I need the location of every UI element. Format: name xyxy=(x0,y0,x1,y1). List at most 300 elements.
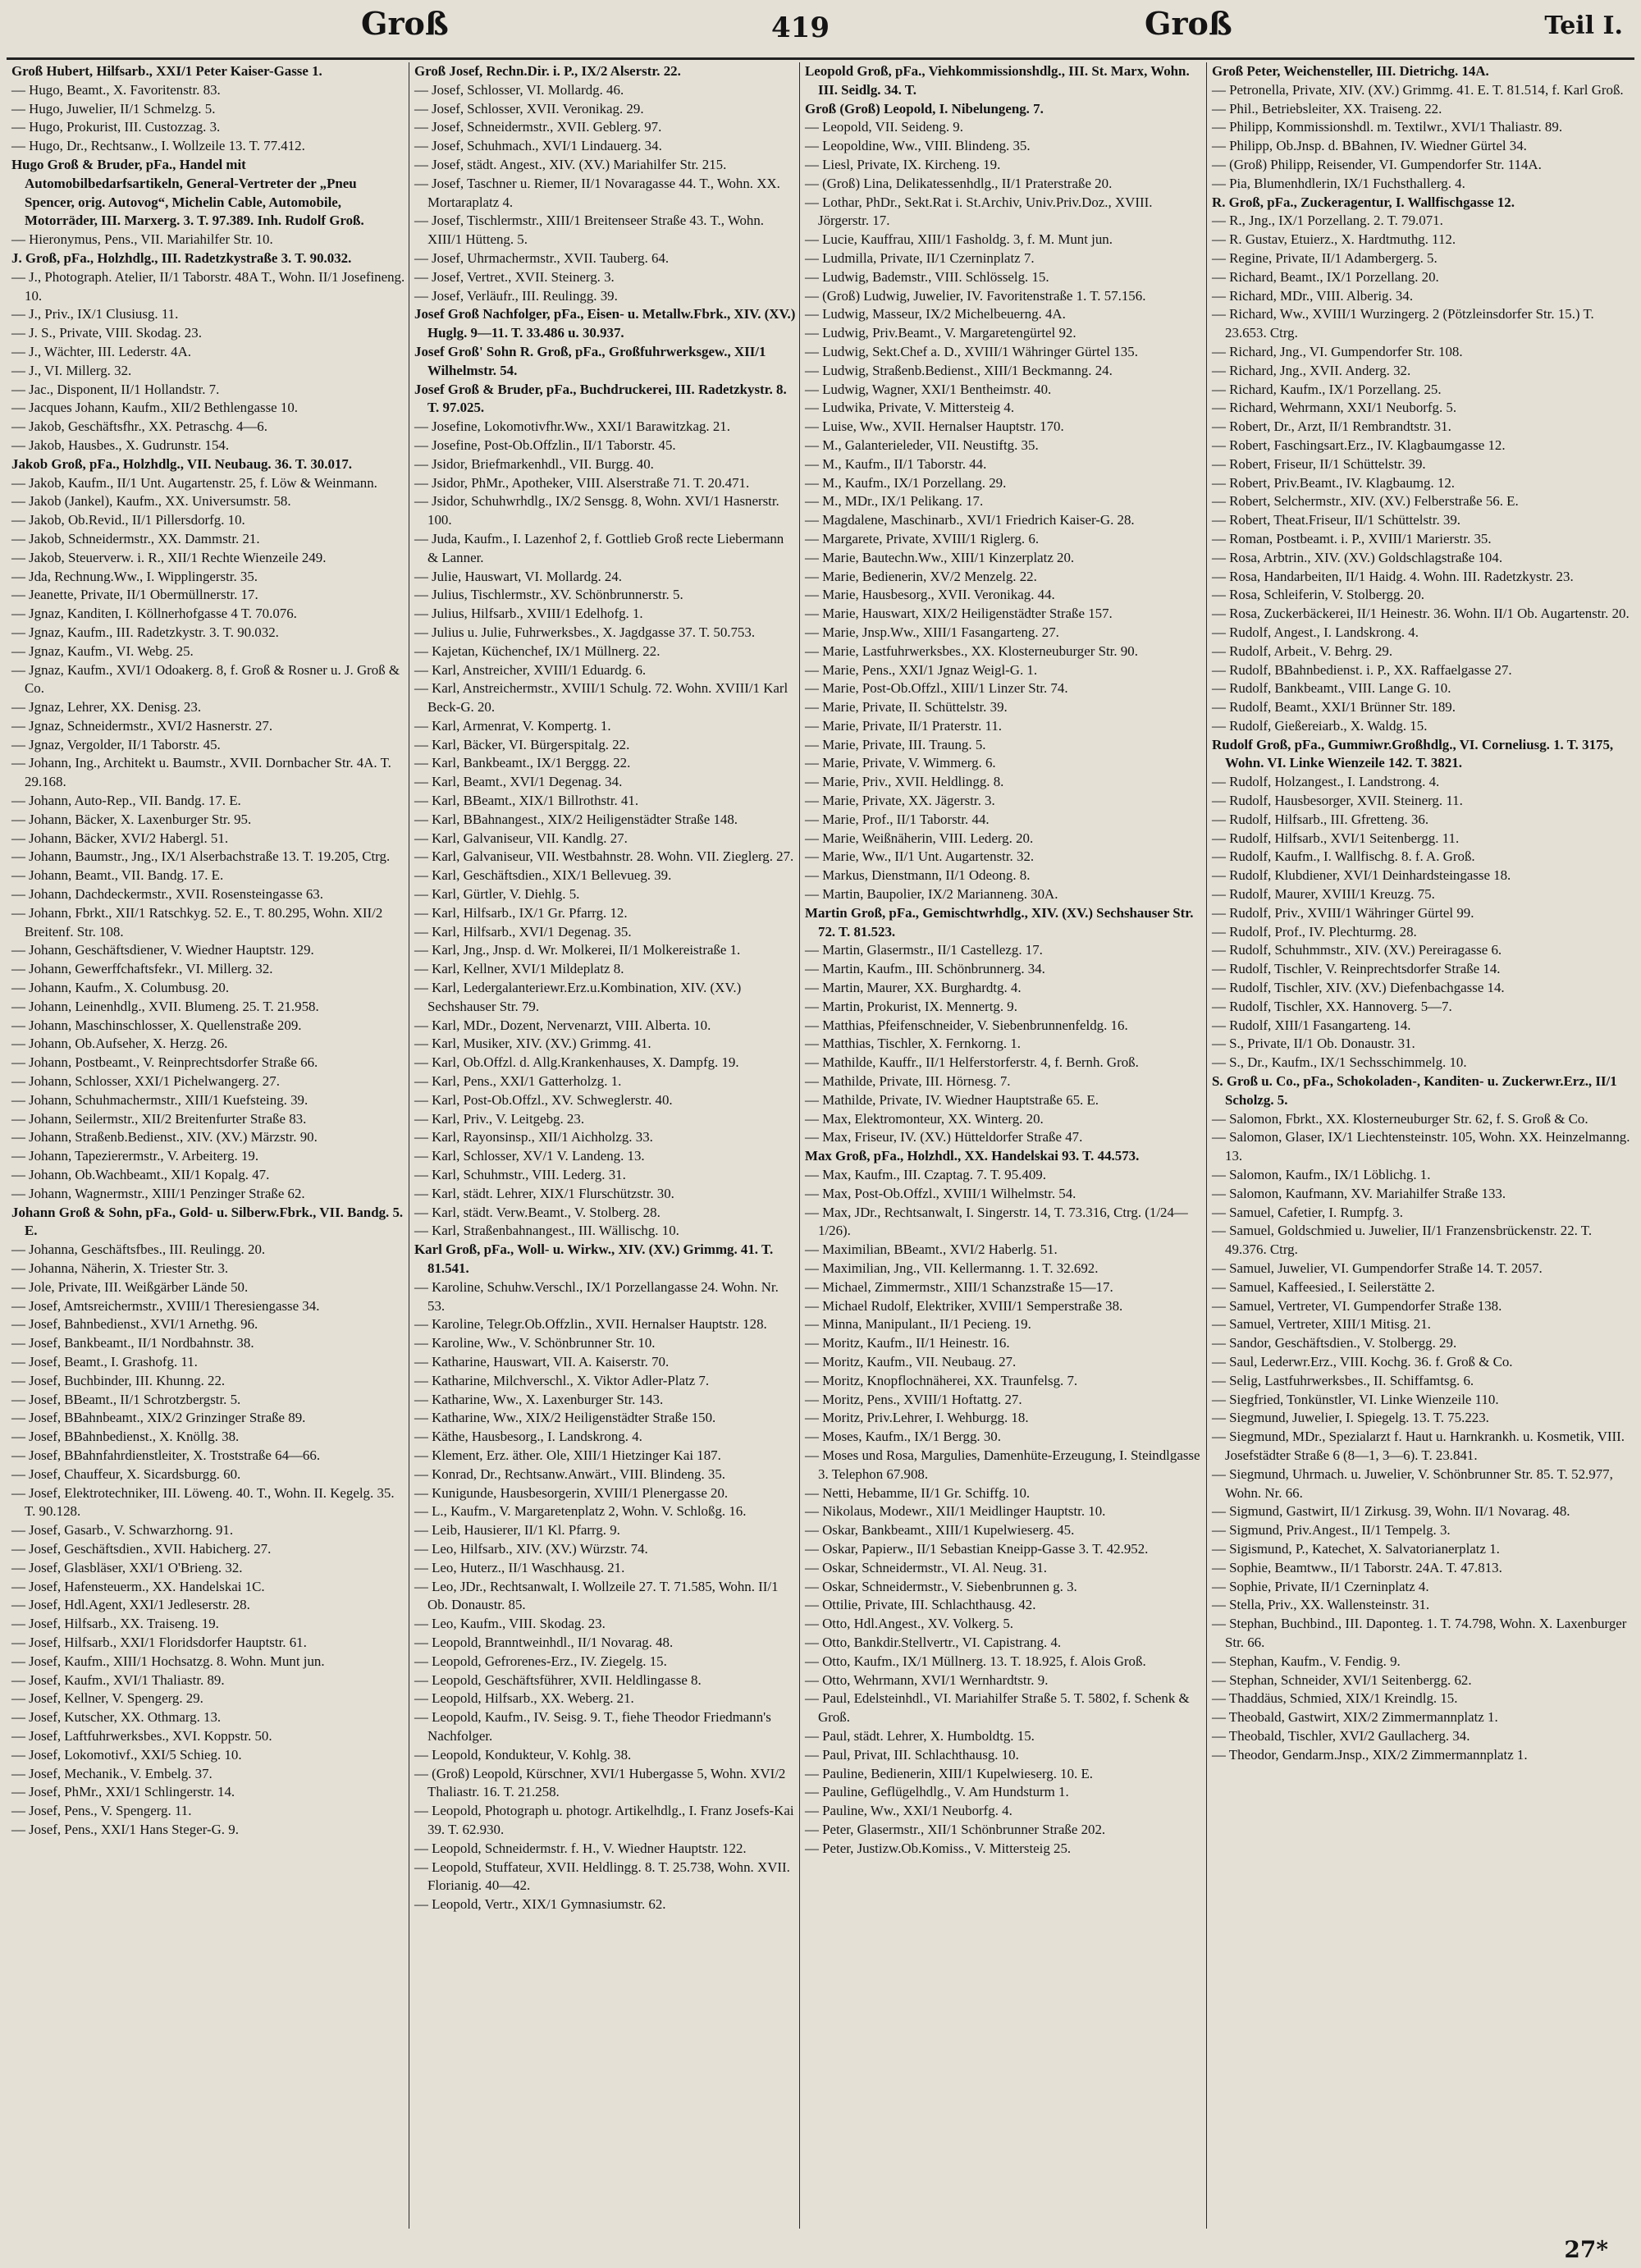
directory-entry: — Jakob, Hausbes., X. Gudrunstr. 154. xyxy=(11,437,230,453)
directory-entry: — Minna, Manipulant., II/1 Pecieng. 19. xyxy=(805,1316,1031,1333)
directory-entry: — Robert, Selchermstr., XIV. (XV.) Felberstraße 56. E. xyxy=(1212,493,1519,510)
directory-entry: — Josef, Bankbeamt., II/1 Nordbahnstr. 38. xyxy=(11,1335,254,1351)
directory-entry: R. Groß, pFa., Zuckeragentur, I. Wallfischgasse 12. xyxy=(1212,194,1515,210)
directory-entry: — Rudolf, Hilfsarb., III. Gfretteng. 36. xyxy=(1212,811,1429,827)
directory-entry: — Rudolf, Hausbesorger, XVII. Steinerg. 11. xyxy=(1212,793,1463,809)
directory-entry: — R. Gustav, Etuierz., X. Hardtmuthg. 112. xyxy=(1212,231,1456,248)
directory-entry: — Moses, Kaufm., IX/1 Bergg. 30. xyxy=(805,1429,1001,1445)
directory-entry: — Josef, Kaufm., XIII/1 Hochsatzg. 8. Wohn. Munt jun. xyxy=(11,1653,325,1669)
directory-entry: — Marie, Ww., II/1 Unt. Augartenstr. 32. xyxy=(805,848,1035,865)
directory-entry: — Paul, Edelsteinhdl., VI. Mariahilfer Straße 5. T. 5802, f. Schenk & Groß. xyxy=(805,1690,1190,1726)
directory-entry: — Richard, Jng., VI. Gumpendorfer Str. 108. xyxy=(1212,343,1463,359)
directory-entry: — Johann, Seilermstr., XII/2 Breitenfurter Straße 83. xyxy=(11,1110,307,1127)
directory-entry: — Josef, Schlosser, VI. Mollardg. 46. xyxy=(414,81,624,98)
directory-entry: — Jakob, Steuerverw. i. R., XII/1 Rechte Wienzeile 249. xyxy=(11,549,327,565)
directory-entry: — Oskar, Schneidermstr., V. Siebenbrunnen g. 3. xyxy=(805,1578,1077,1594)
directory-entry: — Petronella, Private, XIV. (XV.) Grimmg. 41. E. T. 81.514, f. Karl Groß. xyxy=(1212,81,1624,98)
directory-entry: — Leib, Hausierer, II/1 Kl. Pfarrg. 9. xyxy=(414,1522,620,1539)
directory-entry: — Leopoldine, Ww., VIII. Blindeng. 35. xyxy=(805,138,1031,154)
directory-entry: — Markus, Dienstmann, II/1 Odeong. 8. xyxy=(805,867,1031,884)
directory-entry: Groß Hubert, Hilfsarb., XXI/1 Peter Kaiser-Gasse 1. xyxy=(11,63,322,79)
directory-entry: — Johann, Leinenhdlg., XVII. Blumeng. 25. T. 21.958. xyxy=(11,998,319,1014)
directory-entry: — Jgnaz, Lehrer, XX. Denisg. 23. xyxy=(11,699,202,716)
directory-entry: — Josef, Taschner u. Riemer, II/1 Novaragasse 44. T., Wohn. XX. Mortaraplatz 4. xyxy=(414,175,780,210)
directory-entry: — Josef, Elektrotechniker, III. Löweng. 40. T., Wohn. II. Kegelg. 35. T. 90.128. xyxy=(11,1484,395,1520)
directory-entry: — Jakob, Ob.Revid., II/1 Pillersdorfg. 10. xyxy=(11,512,245,528)
directory-entry: — Leopold, Branntweinhdl., II/1 Novarag. 48. xyxy=(414,1634,674,1650)
directory-entry: — Johann, Auto-Rep., VII. Bandg. 17. E. xyxy=(11,793,241,809)
directory-entry: — Leopold, Stuffateur, XVII. Heldlingg. 8. T. 25.738, Wohn. XVII. Florianig. 40—42. xyxy=(414,1859,790,1894)
directory-entry: — Richard, Kaufm., IX/1 Porzellang. 25. xyxy=(1212,381,1442,397)
directory-entry: — Theodor, Gendarm.Jnsp., XIX/2 Zimmermannplatz 1. xyxy=(1212,1746,1528,1763)
directory-entry: — Hugo, Beamt., X. Favoritenstr. 83. xyxy=(11,81,221,98)
directory-entry: — Richard, Beamt., IX/1 Porzellang. 20. xyxy=(1212,268,1439,285)
page-number: 419 xyxy=(771,11,830,44)
directory-entry: — Salomon, Kaufmann, XV. Mariahilfer Straße 133. xyxy=(1212,1185,1506,1201)
directory-entry: — Mathilde, Kauffr., II/1 Helferstorferstr. 4, f. Bernh. Groß. xyxy=(805,1054,1139,1071)
directory-entry: J. Groß, pFa., Holzhdlg., III. Radetzkystraße 3. T. 90.032. xyxy=(11,249,352,266)
directory-entry: — Stella, Priv., XX. Wallensteinstr. 31. xyxy=(1212,1597,1430,1613)
directory-entry: — Jsidor, Briefmarkenhdl., VII. Burgg. 40. xyxy=(414,455,654,472)
directory-entry: — Robert, Priv.Beamt., IV. Klagbaumg. 12. xyxy=(1212,474,1456,491)
directory-entry: Max Groß, pFa., Holzhdl., XX. Handelskai 93. T. 44.573. xyxy=(805,1148,1140,1164)
directory-entry: — Johann, Geschäftsdiener, V. Wiedner Hauptstr. 129. xyxy=(11,942,314,958)
directory-entry: — Karoline, Telegr.Ob.Offzlin., XVII. Hernalser Hauptstr. 128. xyxy=(414,1316,767,1333)
directory-entry: — Martin, Kaufm., III. Schönbrunnerg. 34. xyxy=(805,961,1045,977)
directory-entry: — Käthe, Hausbesorg., I. Landskrong. 4. xyxy=(414,1429,642,1445)
directory-entry: — Hugo, Prokurist, III. Custozzag. 3. xyxy=(11,119,221,135)
directory-entry: — Jgnaz, Schneidermstr., XVI/2 Hasnerstr. 27. xyxy=(11,717,273,734)
directory-entry: — J. S., Private, VIII. Skodag. 23. xyxy=(11,325,202,341)
directory-entry: — Maximilian, Jng., VII. Kellermanng. 1. T. 32.692. xyxy=(805,1260,1099,1276)
directory-entry: — Richard, MDr., VIII. Alberig. 34. xyxy=(1212,287,1414,304)
directory-entry: — Jakob, Schneidermstr., XX. Dammstr. 21. xyxy=(11,530,260,546)
directory-entry: — Karl, Galvaniseur, VII. Westbahnstr. 28. Wohn. VII. Zieglerg. 27. xyxy=(414,848,794,865)
directory-entry: — Robert, Dr., Arzt, II/1 Rembrandtstr. 31. xyxy=(1212,418,1451,435)
directory-entry: — Marie, Hausbesorg., XVII. Veronikag. 44. xyxy=(805,587,1055,603)
directory-entry: — Karl, Pens., XXI/1 Gatterholzg. 1. xyxy=(414,1073,622,1090)
directory-entry: — Lothar, PhDr., Sekt.Rat i. St.Archiv, Univ.Priv.Doz., XVIII. Jörgerstr. 17. xyxy=(805,194,1153,229)
directory-entry: — Karl, Anstreicher, XVIII/1 Eduardg. 6. xyxy=(414,661,647,678)
directory-entry: — Max, Elektromonteur, XX. Winterg. 20. xyxy=(805,1110,1044,1127)
directory-entry: — Hugo, Dr., Rechtsanw., I. Wollzeile 13. T. 77.412. xyxy=(11,138,305,154)
directory-entry: — Josef, Kutscher, XX. Othmarg. 13. xyxy=(11,1709,222,1726)
directory-entry: — Salomon, Glaser, IX/1 Liechtensteinstr. 105, Wohn. XX. Heinzelmanng. 13. xyxy=(1212,1129,1630,1164)
directory-entry: — Moritz, Kaufm., VII. Neubaug. 27. xyxy=(805,1353,1017,1369)
signature-mark: 27* xyxy=(1564,2236,1608,2263)
directory-entry: — Johann, Schlosser, XXI/1 Pichelwangerg. 27. xyxy=(11,1073,280,1090)
directory-entry: — Johann, Schuhmachermstr., XIII/1 Kuefsteing. 39. xyxy=(11,1091,309,1108)
directory-entry: — Oskar, Papierw., II/1 Sebastian Kneipp-Gasse 3. T. 42.952. xyxy=(805,1540,1149,1557)
directory-entry: — Josefine, Post-Ob.Offzlin., II/1 Taborstr. 45. xyxy=(414,437,676,453)
directory-entry: — Jgnaz, Kaufm., XVI/1 Odoakerg. 8, f. Groß & Rosner u. J. Groß & Co. xyxy=(11,661,400,697)
directory-entry: — Josef, Pens., V. Spengerg. 11. xyxy=(11,1803,192,1819)
directory-entry: — Siegmund, MDr., Spezialarzt f. Haut u. Harnkrankh. u. Kosmetik, VIII. Josefstädter Straße 6 (8—1, 3—6). T. 23.841. xyxy=(1212,1429,1625,1463)
directory-entry: — Samuel, Goldschmied u. Juwelier, II/1 Franzensbrückenstr. 22. T. 49.376. Ctrg. xyxy=(1212,1223,1593,1258)
directory-entry: — Rudolf, Tischler, V. Reinprechtsdorfer Straße 14. xyxy=(1212,961,1501,977)
directory-entry: — (Groß) Philipp, Reisender, VI. Gumpendorfer Str. 114A. xyxy=(1212,156,1542,172)
directory-entry: — Robert, Friseur, II/1 Schüttelstr. 39. xyxy=(1212,455,1426,472)
directory-entry: — Michael Rudolf, Elektriker, XVIII/1 Semperstraße 38. xyxy=(805,1297,1123,1314)
directory-entry: — Karl, Gürtler, V. Diehlg. 5. xyxy=(414,886,580,903)
directory-entry: — Karl, Priv., V. Leitgebg. 23. xyxy=(414,1110,585,1127)
directory-entry: — Mathilde, Private, IV. Wiedner Hauptstraße 65. E. xyxy=(805,1091,1099,1108)
directory-entry: — Johann, Maschinschlosser, X. Quellenstraße 209. xyxy=(11,1017,302,1033)
directory-entry: — Johann, Bäcker, XVI/2 Habergl. 51. xyxy=(11,830,229,846)
directory-entry: — Josef, BBahnfahrdienstleiter, X. Troststraße 64—66. xyxy=(11,1447,321,1463)
directory-entry: — Rudolf, Hilfsarb., XVI/1 Seitenbergg. 11. xyxy=(1212,830,1460,846)
directory-entry: — J., VI. Millerg. 32. xyxy=(11,362,132,378)
directory-entry: S. Groß u. Co., pFa., Schokoladen-, Kanditen- u. Zuckerwr.Erz., II/1 Scholzg. 5. xyxy=(1212,1073,1617,1108)
directory-entry: — Ludwika, Private, V. Mittersteig 4. xyxy=(805,400,1015,416)
directory-entry: — Pauline, Ww., XXI/1 Neuborfg. 4. xyxy=(805,1803,1012,1819)
directory-entry: — Josef, Hdl.Agent, XXI/1 Jedleserstr. 28. xyxy=(11,1597,250,1613)
directory-entry: — Siegmund, Juwelier, I. Spiegelg. 13. T. 75.223. xyxy=(1212,1410,1489,1426)
directory-entry: — Max, JDr., Rechtsanwalt, I. Singerstr. 14, T. 73.316, Ctrg. (1/24—1/26). xyxy=(805,1204,1188,1239)
directory-entry: — Julius, Tischlermstr., XV. Schönbrunnerstr. 5. xyxy=(414,587,683,603)
directory-entry: — Karl, Straßenbahnangest., III. Wällischg. 10. xyxy=(414,1223,679,1239)
directory-entry: — Josef, Vertret., XVII. Steinerg. 3. xyxy=(414,268,615,285)
directory-entry: — Marie, Private, III. Traung. 5. xyxy=(805,736,986,752)
directory-entry: — Leo, Kaufm., VIII. Skodag. 23. xyxy=(414,1616,606,1632)
directory-entry: — (Groß) Ludwig, Juwelier, IV. Favoritenstraße 1. T. 57.156. xyxy=(805,287,1146,304)
directory-entry: — Josef, Hilfsarb., XXI/1 Floridsdorfer Hauptstr. 61. xyxy=(11,1634,307,1650)
directory-entry: — Paul, Privat, III. Schlachthausg. 10. xyxy=(805,1746,1019,1763)
directory-entry: — Rudolf, Tischler, XIV. (XV.) Diefenbachgasse 14. xyxy=(1212,980,1505,996)
directory-entry: — J., Priv., IX/1 Clusiusg. 11. xyxy=(11,306,179,322)
directory-entry: — Jgnaz, Kanditen, I. Köllnerhofgasse 4 T. 70.076. xyxy=(11,606,297,622)
directory-entry: — Marie, Prof., II/1 Taborstr. 44. xyxy=(805,811,990,827)
directory-entry: — Samuel, Vertreter, XIII/1 Mitisg. 21. xyxy=(1212,1316,1431,1333)
directory-entry: — Josef, Pens., XXI/1 Hans Steger-G. 9. xyxy=(11,1821,239,1837)
directory-entry: — Michael, Zimmermstr., XIII/1 Schanzstraße 15—17. xyxy=(805,1278,1113,1295)
directory-entry: — Johann, Beamt., VII. Bandg. 17. E. xyxy=(11,867,224,884)
directory-entry: — Siegfried, Tonkünstler, VI. Linke Wienzeile 110. xyxy=(1212,1391,1499,1407)
directory-entry: — Oskar, Bankbeamt., XIII/1 Kupelwieserg. 45. xyxy=(805,1522,1075,1539)
directory-entry: — Siegmund, Uhrmach. u. Juwelier, V. Schönbrunner Str. 85. T. 52.977, Wohn. Nr. 66. xyxy=(1212,1466,1613,1501)
directory-entry: — Kajetan, Küchenchef, IX/1 Müllnerg. 22. xyxy=(414,642,661,659)
directory-entry: — Karl, Hilfsarb., XVI/1 Degenag. 35. xyxy=(414,923,632,940)
directory-entry: — Rudolf, Kaufm., I. Wallfischg. 8. f. A. Groß. xyxy=(1212,848,1475,865)
directory-entry: — Leo, JDr., Rechtsanwalt, I. Wollzeile 27. T. 71.585, Wohn. II/1 Ob. Donaustr. 85. xyxy=(414,1578,779,1613)
directory-entry: — Marie, Private, II/1 Praterstr. 11. xyxy=(805,717,1003,734)
directory-entry: — Josef, Schneidermstr., XVII. Geblerg. 97. xyxy=(414,119,662,135)
directory-entry: — Karl, Beamt., XVI/1 Degenag. 34. xyxy=(414,774,623,790)
directory-entry: — Theobald, Gastwirt, XIX/2 Zimmermannplatz 1. xyxy=(1212,1709,1498,1726)
directory-entry: — Rudolf, Gießereiarb., X. Waldg. 15. xyxy=(1212,717,1428,734)
directory-entry: — Robert, Faschingsart.Erz., IV. Klagbaumgasse 12. xyxy=(1212,437,1506,453)
directory-entry: — Leopold, Photograph u. photogr. Artikelhdlg., I. Franz Josefs-Kai 39. T. 62.930. xyxy=(414,1803,794,1837)
directory-entry: — Josef, Amtsreichermstr., XVIII/1 Theresiengasse 34. xyxy=(11,1297,320,1314)
directory-entry: — Sigmund, Priv.Angest., II/1 Tempelg. 3. xyxy=(1212,1522,1451,1539)
directory-entry: — Hieronymus, Pens., VII. Mariahilfer Str. 10. xyxy=(11,231,273,248)
directory-entry: — Josef, PhMr., XXI/1 Schlingerstr. 14. xyxy=(11,1784,235,1800)
directory-entry: — Johanna, Geschäftsfbes., III. Reulingg. 20. xyxy=(11,1241,266,1258)
directory-entry: — Jsidor, Schuhwrhdlg., IX/2 Sensgg. 8, Wohn. XVI/1 Hasnerstr. 100. xyxy=(414,493,779,528)
directory-entry: Josef Groß Nachfolger, pFa., Eisen- u. Metallw.Fbrk., XIV. (XV.) Huglg. 9—11. T. 33.486 u. 30.937. xyxy=(414,306,796,341)
directory-entry: — Jakob (Jankel), Kaufm., XX. Universumstr. 58. xyxy=(11,493,291,510)
directory-entry: — M., Kaufm., II/1 Taborstr. 44. xyxy=(805,455,987,472)
directory-entry: — Katharine, Ww., XIX/2 Heiligenstädter Straße 150. xyxy=(414,1410,716,1426)
directory-entry: — Salomon, Kaufm., IX/1 Löblichg. 1. xyxy=(1212,1167,1431,1183)
directory-entry: — M., Kaufm., IX/1 Porzellang. 29. xyxy=(805,474,1007,491)
directory-entry: — Karl, MDr., Dozent, Nervenarzt, VIII. Alberta. 10. xyxy=(414,1017,711,1033)
directory-entry: — Josef, Uhrmachermstr., XVII. Tauberg. 64. xyxy=(414,249,670,266)
directory-entry: — Robert, Theat.Friseur, II/1 Schüttelstr. 39. xyxy=(1212,512,1460,528)
directory-entry: — Leopold, Vertr., XIX/1 Gymnasiumstr. 62. xyxy=(414,1896,666,1913)
directory-entry: — Leo, Huterz., II/1 Waschhausg. 21. xyxy=(414,1559,625,1575)
directory-entry: — Josef, Gasarb., V. Schwarzhorng. 91. xyxy=(11,1522,234,1539)
directory-entry: — Jeanette, Private, II/1 Obermüllnerstr. 17. xyxy=(11,587,258,603)
directory-entry: — Leopold, Hilfsarb., XX. Weberg. 21. xyxy=(414,1690,634,1707)
directory-entry: — Klement, Erz. äther. Ole, XIII/1 Hietzinger Kai 187. xyxy=(414,1447,721,1463)
directory-entry: — Josef, Chauffeur, X. Sicardsburgg. 60. xyxy=(11,1466,241,1482)
directory-entry: — Karl, Musiker, XIV. (XV.) Grimmg. 41. xyxy=(414,1036,651,1052)
directory-entry: — Matthias, Pfeifenschneider, V. Siebenbrunnenfeldg. 16. xyxy=(805,1017,1128,1033)
directory-entry: — Rudolf, Prof., IV. Plechturmg. 28. xyxy=(1212,923,1417,940)
directory-entry: — Karl, Post-Ob.Offzl., XV. Schweglerstr. 40. xyxy=(414,1091,673,1108)
directory-entry: — Stephan, Buchbind., III. Daponteg. 1. T. 74.798, Wohn. X. Laxenburger Str. 66. xyxy=(1212,1616,1627,1650)
directory-entry: — Rudolf, Angest., I. Landskrong. 4. xyxy=(1212,624,1419,640)
directory-entry: — Josef, Laftfuhrwerksbes., XVI. Koppstr. 50. xyxy=(11,1727,272,1744)
directory-entry: — Karl, Armenrat, V. Kompertg. 1. xyxy=(414,717,611,734)
directory-entry: — Kunigunde, Hausbesorgerin, XVIII/1 Plenergasse 20. xyxy=(414,1484,729,1501)
directory-entry: — Marie, Lastfuhrwerksbes., XX. Klosterneuburger Str. 90. xyxy=(805,642,1138,659)
directory-entry: — Richard, Jng., XVII. Anderg. 32. xyxy=(1212,362,1411,378)
directory-entry: — Josef, Hilfsarb., XX. Traiseng. 19. xyxy=(11,1616,219,1632)
directory-entry: — Johann, Bäcker, X. Laxenburger Str. 95. xyxy=(11,811,252,827)
directory-entry: — Josef, Bahnbedienst., XVI/1 Arnethg. 96. xyxy=(11,1316,258,1333)
directory-entry: — Mathilde, Private, III. Hörnesg. 7. xyxy=(805,1073,1011,1090)
directory-entry: — Leopold, Kaufm., IV. Seisg. 9. T., fiehe Theodor Friedmann's Nachfolger. xyxy=(414,1709,771,1744)
directory-entry: — Stephan, Schneider, XVI/1 Seitenbergg. 62. xyxy=(1212,1671,1472,1688)
directory-entry: — M., Galanterieleder, VII. Neustiftg. 35. xyxy=(805,437,1039,453)
directory-entry: — Karl, BBeamt., XIX/1 Billrothstr. 41. xyxy=(414,793,639,809)
header-left-name: Groß xyxy=(361,5,449,42)
directory-entry: — Samuel, Juwelier, VI. Gumpendorfer Straße 14. T. 2057. xyxy=(1212,1260,1543,1276)
directory-entry: — Josef, BBeamt., II/1 Schrotzbergstr. 5. xyxy=(11,1391,241,1407)
directory-entry: — (Groß) Leopold, Kürschner, XVI/1 Hubergasse 5, Wohn. XVI/2 Thaliastr. 16. T. 21.258. xyxy=(414,1765,786,1800)
directory-entry: — Marie, Jnsp.Ww., XIII/1 Fasangarteng. 27. xyxy=(805,624,1059,640)
directory-entry: — Konrad, Dr., Rechtsanw.Anwärt., VIII. Blindeng. 35. xyxy=(414,1466,726,1482)
directory-entry: — Josef, Schuhmach., XVI/1 Lindauerg. 34. xyxy=(414,138,662,154)
directory-entry: — Saul, Lederwr.Erz., VIII. Kochg. 36. f. Groß & Co. xyxy=(1212,1353,1513,1369)
directory-column-1 xyxy=(7,62,409,2229)
directory-entry: — J., Photograph. Atelier, II/1 Taborstr. 48A T., Wohn. II/1 Josefineng. 10. xyxy=(11,268,405,304)
directory-entry: — Marie, Bautechn.Ww., XIII/1 Kinzerplatz 20. xyxy=(805,549,1075,565)
directory-entry: — Moritz, Knopflochnäherei, XX. Traunfelsg. 7. xyxy=(805,1372,1078,1388)
directory-entry: — Karl, Geschäftsdien., XIX/1 Bellevueg. 39. xyxy=(414,867,672,884)
directory-entry: — Johann, Fbrkt., XII/1 Ratschkyg. 52. E., T. 80.295, Wohn. XII/2 Breitenf. Str. 108. xyxy=(11,904,383,940)
directory-entry: — Marie, Private, XX. Jägerstr. 3. xyxy=(805,793,995,809)
directory-entry: — Luise, Ww., XVII. Hernalser Hauptstr. 170. xyxy=(805,418,1064,435)
directory-entry: — Marie, Post-Ob.Offzl., XIII/1 Linzer Str. 74. xyxy=(805,680,1068,697)
directory-entry: — Samuel, Kaffeesied., I. Seilerstätte 2. xyxy=(1212,1278,1435,1295)
directory-entry: — Julius, Hilfsarb., XVIII/1 Edelhofg. 1. xyxy=(414,606,643,622)
directory-entry: — Max, Friseur, IV. (XV.) Hütteldorfer Straße 47. xyxy=(805,1129,1083,1145)
directory-column-3 xyxy=(800,62,1207,2229)
directory-entry: — Selig, Lastfuhrwerksbes., II. Schiffamtsg. 6. xyxy=(1212,1372,1474,1388)
directory-entry: — S., Private, II/1 Ob. Donaustr. 31. xyxy=(1212,1036,1415,1052)
directory-entry: — Moritz, Kaufm., II/1 Heinestr. 16. xyxy=(805,1335,1010,1351)
directory-entry: — Jac., Disponent, II/1 Hollandstr. 7. xyxy=(11,381,220,397)
directory-entry: — Rosa, Handarbeiten, II/1 Haidg. 4. Wohn. III. Radetzkystr. 23. xyxy=(1212,568,1574,584)
directory-entry: — Netti, Hebamme, II/1 Gr. Schiffg. 10. xyxy=(805,1484,1031,1501)
directory-entry: — Martin, Maurer, XX. Burghardtg. 4. xyxy=(805,980,1022,996)
directory-entry: — Rudolf, Bankbeamt., VIII. Lange G. 10. xyxy=(1212,680,1451,697)
directory-entry: — Rudolf, Holzangest., I. Landstrong. 4. xyxy=(1212,774,1440,790)
directory-entry: — Paul, städt. Lehrer, X. Humboldtg. 15. xyxy=(805,1727,1035,1744)
directory-entry: — Rudolf, Maurer, XVIII/1 Kreuzg. 75. xyxy=(1212,886,1435,903)
directory-entry: — Otto, Hdl.Angest., XV. Volkerg. 5. xyxy=(805,1616,1014,1632)
directory-entry: — Rosa, Arbtrin., XIV. (XV.) Goldschlagstraße 104. xyxy=(1212,549,1503,565)
directory-entry: — Max, Post-Ob.Offzl., XVIII/1 Wilhelmstr. 54. xyxy=(805,1185,1076,1201)
directory-entry: — Moritz, Pens., XVIII/1 Hoftattg. 27. xyxy=(805,1391,1022,1407)
directory-entry: — Karl, Ob.Offzl. d. Allg.Krankenhauses, X. Dampfg. 19. xyxy=(414,1054,739,1071)
directory-entry: — Richard, Wehrmann, XXI/1 Neuborfg. 5. xyxy=(1212,400,1457,416)
directory-entry: — Leopold, Schneidermstr. f. H., V. Wiedner Hauptstr. 122. xyxy=(414,1840,747,1856)
directory-entry: — Josef, Tischlermstr., XIII/1 Breitenseer Straße 43. T., Wohn. XIII/1 Hütteng. 5. xyxy=(414,213,765,248)
directory-entry: — Josefine, Lokomotivfhr.Ww., XXI/1 Barawitzkag. 21. xyxy=(414,418,730,435)
directory-entry: — Ludwig, Priv.Beamt., V. Margaretengürtel 92. xyxy=(805,325,1076,341)
directory-entry: — Richard, Ww., XVIII/1 Wurzingerg. 2 (Pötzleinsdorfer Str. 15.) T. 23.653. Ctrg. xyxy=(1212,306,1594,341)
directory-entry: — Josef, Buchbinder, III. Khunng. 22. xyxy=(11,1372,226,1388)
directory-entry: — Johann, Ob.Aufseher, X. Herzg. 26. xyxy=(11,1036,228,1052)
directory-entry: — R., Jng., IX/1 Porzellang. 2. T. 79.071. xyxy=(1212,213,1443,229)
directory-entry: — Ottilie, Private, III. Schlachthausg. 42. xyxy=(805,1597,1036,1613)
directory-entry: — Josef, Hafensteuerm., XX. Handelskai 1C. xyxy=(11,1578,265,1594)
directory-entry: Josef Groß' Sohn R. Groß, pFa., Großfuhrwerksgew., XII/1 Wilhelmstr. 54. xyxy=(414,343,766,378)
directory-entry: — Johann, Kaufm., X. Columbusg. 20. xyxy=(11,980,230,996)
directory-entry: — Marie, Pens., XXI/1 Jgnaz Weigl-G. 1. xyxy=(805,661,1038,678)
directory-entry: Hugo Groß & Bruder, pFa., Handel mit Automobilbedarfsartikeln, General-Vertreter der „Pneu Spencer, orig. Autovog“, Michelin Cable, Automobile, Motorräder, III. Marxerg. 3. T. 97.389. Inh. Rudolf Groß. xyxy=(11,156,364,229)
directory-entry: — Josef, BBahnbedienst., X. Knöllg. 38. xyxy=(11,1429,240,1445)
directory-entry: — Leopold, VII. Seideng. 9. xyxy=(805,119,963,135)
directory-entry: — Ludmilla, Private, II/1 Czerninplatz 7. xyxy=(805,249,1035,266)
directory-entry: — Johann, Dachdeckermstr., XVII. Rosensteingasse 63. xyxy=(11,886,323,903)
directory-entry: — Marie, Private, II. Schüttelstr. 39. xyxy=(805,699,1008,716)
directory-entry: — Jakob, Kaufm., II/1 Unt. Augartenstr. 25, f. Löw & Weinmann. xyxy=(11,474,377,491)
directory-entry: — Leo, Hilfsarb., XIV. (XV.) Würzstr. 74. xyxy=(414,1540,648,1557)
directory-entry: — Samuel, Cafetier, I. Rumpfg. 3. xyxy=(1212,1204,1403,1220)
directory-entry: — Otto, Bankdir.Stellvertr., VI. Capistrang. 4. xyxy=(805,1634,1062,1650)
directory-entry: — Katharine, Milchverschl., X. Viktor Adler-Platz 7. xyxy=(414,1372,710,1388)
directory-entry: — Karoline, Schuhw.Verschl., IX/1 Porzellangasse 24. Wohn. Nr. 53. xyxy=(414,1278,779,1314)
directory-entry: — S., Dr., Kaufm., IX/1 Sechsschimmelg. 10. xyxy=(1212,1054,1467,1071)
directory-entry: — Josef, städt. Angest., XIV. (XV.) Mariahilfer Str. 215. xyxy=(414,156,727,172)
directory-entry: — Lucie, Kauffrau, XIII/1 Fasholdg. 3, f. M. Munt jun. xyxy=(805,231,1113,248)
directory-entry: — Thaddäus, Schmied, XIX/1 Kreindlg. 15. xyxy=(1212,1690,1458,1707)
directory-entry: — Marie, Priv., XVII. Heldlingg. 8. xyxy=(805,774,1004,790)
directory-entry: — Samuel, Vertreter, VI. Gumpendorfer Straße 138. xyxy=(1212,1297,1502,1314)
directory-entry: — Josef, Beamt., I. Grashofg. 11. xyxy=(11,1353,198,1369)
directory-entry: Jakob Groß, pFa., Holzhdlg., VII. Neubaug. 36. T. 30.017. xyxy=(11,455,353,472)
directory-entry: — Karl, BBahnangest., XIX/2 Heiligenstädter Straße 148. xyxy=(414,811,738,827)
directory-entry: — Josef, BBahnbeamt., XIX/2 Grinzinger Straße 89. xyxy=(11,1410,306,1426)
directory-entry: — Karl, Ledergalanteriewr.Erz.u.Kombination, XIV. (XV.) Sechshauser Str. 79. xyxy=(414,980,742,1014)
directory-entry: — Karl, Bäcker, VI. Bürgerspitalg. 22. xyxy=(414,736,630,752)
directory-column-4 xyxy=(1207,62,1635,2229)
directory-entry: — Karl, städt. Lehrer, XIX/1 Flurschützstr. 30. xyxy=(414,1185,674,1201)
directory-entry: — Johann, Ing., Architekt u. Baumstr., XVII. Dornbacher Str. 4A. T. 29.168. xyxy=(11,755,391,790)
directory-entry: — Moritz, Priv.Lehrer, I. Wehburgg. 18. xyxy=(805,1410,1029,1426)
directory-entry: — Otto, Kaufm., IX/1 Müllnerg. 13. T. 18.925, f. Alois Groß. xyxy=(805,1653,1146,1669)
directory-entry: — Sigismund, P., Katechet, X. Salvatorianerplatz 1. xyxy=(1212,1540,1500,1557)
directory-entry: — Salomon, Fbrkt., XX. Klosterneuburger Str. 62, f. S. Groß & Co. xyxy=(1212,1110,1588,1127)
directory-entry: — Rudolf, BBahnbedienst. i. P., XX. Raffaelgasse 27. xyxy=(1212,661,1512,678)
directory-entry: — Ludwig, Straßenb.Bedienst., XIII/1 Beckmanng. 24. xyxy=(805,362,1113,378)
directory-entry: — Matthias, Tischler, X. Fernkorng. 1. xyxy=(805,1036,1021,1052)
directory-entry: Karl Groß, pFa., Woll- u. Wirkw., XIV. (XV.) Grimmg. 41. T. 81.541. xyxy=(414,1241,774,1276)
directory-entry: — Karl, Galvaniseur, VII. Kandlg. 27. xyxy=(414,830,628,846)
directory-entry: — Karl, städt. Verw.Beamt., V. Stolberg. 28. xyxy=(414,1204,661,1220)
directory-entry: — Nikolaus, Modewr., XII/1 Meidlinger Hauptstr. 10. xyxy=(805,1503,1106,1520)
directory-entry: Groß Josef, Rechn.Dir. i. P., IX/2 Alserstr. 22. xyxy=(414,63,681,79)
directory-entry: — Rudolf, Tischler, XX. Hannoverg. 5—7. xyxy=(1212,998,1452,1014)
directory-entry: — Liesl, Private, IX. Kircheng. 19. xyxy=(805,156,1001,172)
directory-column-2 xyxy=(409,62,800,2229)
directory-entry: — Karoline, Ww., V. Schönbrunner Str. 10. xyxy=(414,1335,656,1351)
directory-entry: — Jda, Rechnung.Ww., I. Wipplingerstr. 35. xyxy=(11,568,258,584)
directory-entry: — Jgnaz, Kaufm., III. Radetzkystr. 3. T. 90.032. xyxy=(11,624,279,640)
directory-entry: — Stephan, Kaufm., V. Fendig. 9. xyxy=(1212,1653,1401,1669)
directory-entry: — Marie, Bedienerin, XV/2 Menzelg. 22. xyxy=(805,568,1037,584)
header-rule xyxy=(7,57,1634,60)
directory-entry: — Martin, Prokurist, IX. Mennertg. 9. xyxy=(805,998,1017,1014)
directory-entry: — Ludwig, Wagner, XXI/1 Bentheimstr. 40. xyxy=(805,381,1052,397)
directory-entry: — Marie, Hauswart, XIX/2 Heiligenstädter Straße 157. xyxy=(805,606,1113,622)
directory-entry: — Johanna, Näherin, X. Triester Str. 3. xyxy=(11,1260,229,1276)
directory-entry: — Katharine, Ww., X. Laxenburger Str. 143. xyxy=(414,1391,664,1407)
directory-entry: — Magdalene, Maschinarb., XVI/1 Friedrich Kaiser-G. 28. xyxy=(805,512,1135,528)
directory-entry: — Karl, Anstreichermstr., XVIII/1 Schulg. 72. Wohn. XVIII/1 Karl Beck-G. 20. xyxy=(414,680,789,716)
directory-entry: — Roman, Postbeamt. i. P., XVIII/1 Marierstr. 35. xyxy=(1212,530,1492,546)
directory-entry: — Peter, Justizw.Ob.Komiss., V. Mittersteig 25. xyxy=(805,1840,1072,1856)
directory-entry: — Rosa, Zuckerbäckerei, II/1 Heinestr. 36. Wohn. II/1 Ob. Augartenstr. 20. xyxy=(1212,606,1630,622)
directory-entry: — Pia, Blumenhdlerin, IX/1 Fuchsthallerg. 4. xyxy=(1212,175,1465,191)
directory-entry: — Jole, Private, III. Weißgärber Lände 50. xyxy=(11,1278,249,1295)
directory-entry: — Josef, Schlosser, XVII. Veronikag. 29. xyxy=(414,100,644,117)
directory-entry: — Josef, Kellner, V. Spengerg. 29. xyxy=(11,1690,203,1707)
directory-entry: — Julius u. Julie, Fuhrwerksbes., X. Jagdgasse 37. T. 50.753. xyxy=(414,624,756,640)
directory-entry: — Karl, Jng., Jnsp. d. Wr. Molkerei, II/1 Molkereistraße 1. xyxy=(414,942,741,958)
directory-entry: — Jsidor, PhMr., Apotheker, VIII. Alserstraße 71. T. 20.471. xyxy=(414,474,750,491)
directory-entry: — Margarete, Private, XVIII/1 Riglerg. 6. xyxy=(805,530,1040,546)
directory-entry: — Rosa, Schleiferin, V. Stolbergg. 20. xyxy=(1212,587,1424,603)
directory-entry: — Hugo, Juwelier, II/1 Schmelzg. 5. xyxy=(11,100,216,117)
directory-entry: — Juda, Kaufm., I. Lazenhof 2, f. Gottlieb Groß recte Liebermann & Lanner. xyxy=(414,530,784,565)
directory-entry: — Karl, Rayonsinsp., XII/1 Aichholzg. 33. xyxy=(414,1129,653,1145)
directory-entry: Rudolf Groß, pFa., Gummiwr.Großhdlg., VI. Corneliusg. 1. T. 3175, Wohn. VI. Linke Wienzeile 142. T. 3821. xyxy=(1212,736,1614,771)
directory-entry: — Karl, Kellner, XVI/1 Mildeplatz 8. xyxy=(414,961,624,977)
directory-entry: — J., Wächter, III. Lederstr. 4A. xyxy=(11,343,191,359)
directory-entry: — Leopold, Geschäftsführer, XVII. Heldlingasse 8. xyxy=(414,1671,702,1688)
directory-entry: — Ludwig, Bademstr., VIII. Schlösselg. 15. xyxy=(805,268,1049,285)
directory-entry: — Philipp, Ob.Jnsp. d. BBahnen, IV. Wiedner Gürtel 34. xyxy=(1212,138,1527,154)
directory-entry: — Max, Kaufm., III. Czaptag. 7. T. 95.409. xyxy=(805,1167,1046,1183)
directory-entry: — Phil., Betriebsleiter, XX. Traiseng. 22. xyxy=(1212,100,1442,117)
directory-entry: — Sophie, Private, II/1 Czerninplatz 4. xyxy=(1212,1578,1429,1594)
directory-entry: — Moses und Rosa, Margulies, Damenhüte-Erzeugung, I. Steindlgasse 3. Telephon 67.908. xyxy=(805,1447,1200,1482)
directory-entry: — Ludwig, Masseur, IX/2 Michelbeuerng. 4A. xyxy=(805,306,1066,322)
directory-entry: Groß (Groß) Leopold, I. Nibelungeng. 7. xyxy=(805,100,1044,117)
directory-entry: — Pauline, Geflügelhdlg., V. Am Hundsturm 1. xyxy=(805,1784,1069,1800)
directory-entry: — Rudolf, Schuhmmstr., XIV. (XV.) Pereiragasse 6. xyxy=(1212,942,1502,958)
directory-entry: — Jakob, Geschäftsfhr., XX. Petraschg. 4—6. xyxy=(11,418,267,435)
directory-entry: — Leopold, Gefrorenes-Erz., IV. Ziegelg. 15. xyxy=(414,1653,667,1669)
directory-entry: — Rudolf, Klubdiener, XVI/1 Deinhardsteingasse 18. xyxy=(1212,867,1511,884)
directory-entry: — Johann, Straßenb.Bedienst., XIV. (XV.) Märzstr. 90. xyxy=(11,1129,318,1145)
